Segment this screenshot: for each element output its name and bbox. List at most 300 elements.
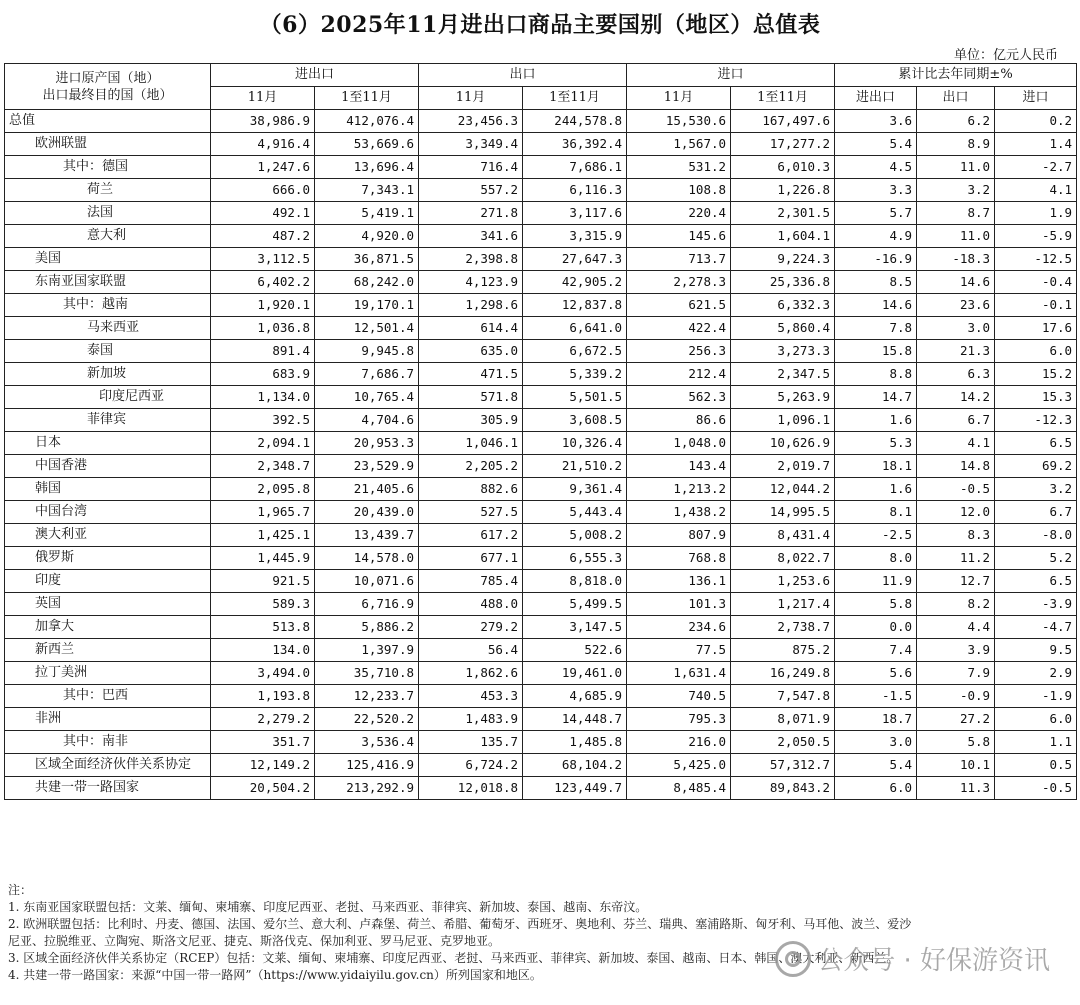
table-cell: 4,685.9 — [523, 685, 627, 708]
table-cell: 234.6 — [627, 616, 731, 639]
table-cell: 2,348.7 — [211, 455, 315, 478]
table-cell: 4.1 — [995, 179, 1077, 202]
table-cell: 8,485.4 — [627, 777, 731, 800]
table-cell: 12,233.7 — [315, 685, 419, 708]
table-cell: 14.7 — [835, 386, 917, 409]
table-cell: 3.3 — [835, 179, 917, 202]
table-row — [5, 616, 1077, 639]
table-cell: 492.1 — [211, 202, 315, 225]
table-row — [5, 363, 1077, 386]
note-line: 2. 欧洲联盟包括：比利时、丹麦、德国、法国、爱尔兰、意大利、卢森堡、荷兰、希腊、葡萄牙、西班牙、奥地利、芬兰、瑞典、塞浦路斯、匈牙利、马耳他、波兰、爱沙 — [8, 917, 912, 931]
table-cell: 8.3 — [917, 524, 995, 547]
table-cell: 8.8 — [835, 363, 917, 386]
table-cell: 4,916.4 — [211, 133, 315, 156]
table-cell: 145.6 — [627, 225, 731, 248]
table-cell: 213,292.9 — [315, 777, 419, 800]
table-cell: -0.1 — [995, 294, 1077, 317]
trade-table — [4, 63, 1077, 800]
table-cell: 392.5 — [211, 409, 315, 432]
table-cell: 6,716.9 — [315, 593, 419, 616]
table-cell: 5,425.0 — [627, 754, 731, 777]
table-cell: 10,765.4 — [315, 386, 419, 409]
table-cell: 12,044.2 — [731, 478, 835, 501]
table-cell: 621.5 — [627, 294, 731, 317]
row-label: 荷兰 — [5, 179, 211, 202]
table-cell: 77.5 — [627, 639, 731, 662]
table-cell: 716.4 — [419, 156, 523, 179]
table-cell: 875.2 — [731, 639, 835, 662]
table-cell: 9.5 — [995, 639, 1077, 662]
table-cell: 807.9 — [627, 524, 731, 547]
table-cell: 1,604.1 — [731, 225, 835, 248]
table-cell: 20,439.0 — [315, 501, 419, 524]
table-row — [5, 179, 1077, 202]
table-cell: 8,071.9 — [731, 708, 835, 731]
table-cell: 882.6 — [419, 478, 523, 501]
table-cell: 4,123.9 — [419, 271, 523, 294]
row-label: 加拿大 — [5, 616, 211, 639]
table-cell: 713.7 — [627, 248, 731, 271]
table-cell: 571.8 — [419, 386, 523, 409]
row-label: 其中：越南 — [5, 294, 211, 317]
sub-header: 11月 — [627, 87, 731, 110]
table-cell: 2.9 — [995, 662, 1077, 685]
sub-header: 进口 — [995, 87, 1077, 110]
table-cell: 15,530.6 — [627, 110, 731, 133]
table-cell: -0.5 — [995, 777, 1077, 800]
table-cell: 6.0 — [995, 708, 1077, 731]
table-cell: 2,050.5 — [731, 731, 835, 754]
row-label: 韩国 — [5, 478, 211, 501]
table-cell: 1,253.6 — [731, 570, 835, 593]
group-header-yoy: 累计比去年同期±% — [835, 64, 1077, 87]
row-label: 非洲 — [5, 708, 211, 731]
table-cell: 11.0 — [917, 156, 995, 179]
row-label: 马来西亚 — [5, 317, 211, 340]
table-cell: 19,461.0 — [523, 662, 627, 685]
table-cell: 341.6 — [419, 225, 523, 248]
table-cell: 6.5 — [995, 432, 1077, 455]
row-label: 印度 — [5, 570, 211, 593]
table-row — [5, 156, 1077, 179]
table-cell: 768.8 — [627, 547, 731, 570]
table-cell: 351.7 — [211, 731, 315, 754]
row-label: 欧洲联盟 — [5, 133, 211, 156]
table-cell: 5,860.4 — [731, 317, 835, 340]
table-cell: 101.3 — [627, 593, 731, 616]
row-label: 新加坡 — [5, 363, 211, 386]
table-cell: -4.7 — [995, 616, 1077, 639]
table-cell: 2,019.7 — [731, 455, 835, 478]
table-cell: 3,315.9 — [523, 225, 627, 248]
table-cell: 471.5 — [419, 363, 523, 386]
note-line: 1. 东南亚国家联盟包括：文莱、缅甸、柬埔寨、印度尼西亚、老挝、马来西亚、菲律宾、新加坡、泰国、越南、东帝汶。 — [8, 900, 648, 914]
table-cell: 2,278.3 — [627, 271, 731, 294]
table-cell: 16,249.8 — [731, 662, 835, 685]
row-label: 区域全面经济伙伴关系协定 — [5, 754, 211, 777]
table-cell: 18.1 — [835, 455, 917, 478]
table-cell: 68,242.0 — [315, 271, 419, 294]
table-cell: 7.4 — [835, 639, 917, 662]
table-cell: 89,843.2 — [731, 777, 835, 800]
table-cell: 921.5 — [211, 570, 315, 593]
table-cell: 3,608.5 — [523, 409, 627, 432]
table-cell: -5.9 — [995, 225, 1077, 248]
table-cell: 53,669.6 — [315, 133, 419, 156]
table-cell: 8.7 — [917, 202, 995, 225]
table-row — [5, 294, 1077, 317]
table-cell: 1,217.4 — [731, 593, 835, 616]
table-cell: -0.5 — [917, 478, 995, 501]
table-cell: -0.4 — [995, 271, 1077, 294]
table-cell: 1.9 — [995, 202, 1077, 225]
table-cell: 1,226.8 — [731, 179, 835, 202]
row-label: 东南亚国家联盟 — [5, 271, 211, 294]
watermark-text: 公众号 · 好保游资讯 — [817, 946, 1050, 976]
watermark — [775, 940, 1050, 977]
row-label: 意大利 — [5, 225, 211, 248]
table-cell: 557.2 — [419, 179, 523, 202]
page-title: （6）2025年11月进出口商品主要国别（地区）总值表 — [259, 12, 821, 38]
table-cell: 8.1 — [835, 501, 917, 524]
table-cell: 2,738.7 — [731, 616, 835, 639]
table-row — [5, 409, 1077, 432]
table-cell: 23,456.3 — [419, 110, 523, 133]
table-cell: 0.5 — [995, 754, 1077, 777]
table-cell: 216.0 — [627, 731, 731, 754]
table-cell: 9,224.3 — [731, 248, 835, 271]
table-cell: 0.2 — [995, 110, 1077, 133]
table-cell: 6,332.3 — [731, 294, 835, 317]
table-cell: 167,497.6 — [731, 110, 835, 133]
table-cell: 18.7 — [835, 708, 917, 731]
table-cell: 1,445.9 — [211, 547, 315, 570]
note-line: 尼亚、拉脱维亚、立陶宛、斯洛文尼亚、捷克、斯洛伐克、保加利亚、罗马尼亚、克罗地亚。 — [8, 934, 501, 948]
table-row — [5, 754, 1077, 777]
table-cell: 36,871.5 — [315, 248, 419, 271]
table-cell: 2,279.2 — [211, 708, 315, 731]
table-cell: 14,448.7 — [523, 708, 627, 731]
table-cell: 0.0 — [835, 616, 917, 639]
note-line: 3. 区域全面经济伙伴关系协定（RCEP）包括：文莱、缅甸、柬埔寨、印度尼西亚、老挝、马来西亚、菲律宾、新加坡、泰国、越南、日本、韩国、澳大利亚、新西兰。 — [8, 951, 899, 965]
table-cell: 3.2 — [995, 478, 1077, 501]
table-cell: 3.0 — [835, 731, 917, 754]
table-cell: 677.1 — [419, 547, 523, 570]
table-cell: 56.4 — [419, 639, 523, 662]
table-cell: 795.3 — [627, 708, 731, 731]
table-cell: 1,485.8 — [523, 731, 627, 754]
table-row — [5, 432, 1077, 455]
table-cell: 5,501.5 — [523, 386, 627, 409]
table-cell: 1,048.0 — [627, 432, 731, 455]
sub-header: 1至11月 — [315, 87, 419, 110]
table-row — [5, 777, 1077, 800]
row-label: 菲律宾 — [5, 409, 211, 432]
table-cell: 8.0 — [835, 547, 917, 570]
table-cell: 11.0 — [917, 225, 995, 248]
row-label: 泰国 — [5, 340, 211, 363]
table-cell: 6,010.3 — [731, 156, 835, 179]
table-cell: -3.9 — [995, 593, 1077, 616]
table-cell: 10,326.4 — [523, 432, 627, 455]
table-cell: 38,986.9 — [211, 110, 315, 133]
table-cell: 69.2 — [995, 455, 1077, 478]
table-cell: 1,046.1 — [419, 432, 523, 455]
table-cell: 1,298.6 — [419, 294, 523, 317]
table-cell: 42,905.2 — [523, 271, 627, 294]
table-cell: 212.4 — [627, 363, 731, 386]
table-cell: 4.5 — [835, 156, 917, 179]
table-cell: 19,170.1 — [315, 294, 419, 317]
table-cell: 11.9 — [835, 570, 917, 593]
table-cell: 123,449.7 — [523, 777, 627, 800]
table-cell: 134.0 — [211, 639, 315, 662]
table-cell: -1.9 — [995, 685, 1077, 708]
table-cell: 36,392.4 — [523, 133, 627, 156]
table-cell: 4.9 — [835, 225, 917, 248]
table-cell: 57,312.7 — [731, 754, 835, 777]
table-cell: 27,647.3 — [523, 248, 627, 271]
table-cell: 14.2 — [917, 386, 995, 409]
row-label: 其中：巴西 — [5, 685, 211, 708]
table-cell: 13,439.7 — [315, 524, 419, 547]
table-cell: 15.8 — [835, 340, 917, 363]
table-cell: 1,096.1 — [731, 409, 835, 432]
table-cell: 488.0 — [419, 593, 523, 616]
row-label: 澳大利亚 — [5, 524, 211, 547]
table-cell: 15.3 — [995, 386, 1077, 409]
group-header-export: 出口 — [419, 64, 627, 87]
table-cell: 12,018.8 — [419, 777, 523, 800]
table-cell: 3,117.6 — [523, 202, 627, 225]
table-cell: 143.4 — [627, 455, 731, 478]
table-cell: 5.4 — [835, 754, 917, 777]
table-cell: 8.5 — [835, 271, 917, 294]
table-cell: 1,483.9 — [419, 708, 523, 731]
table-cell: 7,547.8 — [731, 685, 835, 708]
table-row — [5, 731, 1077, 754]
unit-label: 单位：亿元人民币 — [953, 48, 1058, 63]
sub-header: 1至11月 — [523, 87, 627, 110]
table-cell: 8.9 — [917, 133, 995, 156]
table-cell: 3.2 — [917, 179, 995, 202]
table-row — [5, 524, 1077, 547]
table-row — [5, 202, 1077, 225]
row-label: 总值 — [5, 110, 211, 133]
table-cell: -8.0 — [995, 524, 1077, 547]
table-cell: 2,094.1 — [211, 432, 315, 455]
table-cell: 12,837.8 — [523, 294, 627, 317]
table-cell: 1.6 — [835, 478, 917, 501]
table-cell: 5,263.9 — [731, 386, 835, 409]
table-cell: 305.9 — [419, 409, 523, 432]
sub-header: 11月 — [419, 87, 523, 110]
table-cell: 785.4 — [419, 570, 523, 593]
table-cell: 1,920.1 — [211, 294, 315, 317]
table-cell: 108.8 — [627, 179, 731, 202]
table-cell: 5,886.2 — [315, 616, 419, 639]
table-row — [5, 317, 1077, 340]
table-cell: 8.2 — [917, 593, 995, 616]
table-cell: 6.3 — [917, 363, 995, 386]
table-cell: 1.1 — [995, 731, 1077, 754]
table-cell: 3.9 — [917, 639, 995, 662]
table-cell: 9,361.4 — [523, 478, 627, 501]
table-cell: 6.7 — [917, 409, 995, 432]
table-cell: 666.0 — [211, 179, 315, 202]
table-cell: 8,431.4 — [731, 524, 835, 547]
table-cell: 1,134.0 — [211, 386, 315, 409]
table-cell: 11.3 — [917, 777, 995, 800]
table-cell: 4.1 — [917, 432, 995, 455]
table-cell: 7,343.1 — [315, 179, 419, 202]
table-row — [5, 478, 1077, 501]
table-row — [5, 662, 1077, 685]
table-cell: 3,536.4 — [315, 731, 419, 754]
table-cell: 14.8 — [917, 455, 995, 478]
table-cell: 2,301.5 — [731, 202, 835, 225]
table-cell: 3.6 — [835, 110, 917, 133]
table-cell: 487.2 — [211, 225, 315, 248]
table-cell: -2.7 — [995, 156, 1077, 179]
table-cell: 1,425.1 — [211, 524, 315, 547]
table-cell: 14,578.0 — [315, 547, 419, 570]
table-cell: 1,397.9 — [315, 639, 419, 662]
table-row — [5, 248, 1077, 271]
table-cell: 8,818.0 — [523, 570, 627, 593]
table-cell: 23.6 — [917, 294, 995, 317]
table-cell: 10,071.6 — [315, 570, 419, 593]
table-cell: 23,529.9 — [315, 455, 419, 478]
table-cell: 68,104.2 — [523, 754, 627, 777]
table-cell: 10,626.9 — [731, 432, 835, 455]
table-cell: 5.8 — [917, 731, 995, 754]
wechat-account-icon — [775, 941, 811, 977]
table-cell: 9,945.8 — [315, 340, 419, 363]
table-cell: 4.4 — [917, 616, 995, 639]
table-cell: 5.3 — [835, 432, 917, 455]
table-cell: 6,672.5 — [523, 340, 627, 363]
row-label: 美国 — [5, 248, 211, 271]
table-cell: 15.2 — [995, 363, 1077, 386]
table-cell: 6.5 — [995, 570, 1077, 593]
table-cell: 522.6 — [523, 639, 627, 662]
row-label: 中国台湾 — [5, 501, 211, 524]
table-cell: 11.2 — [917, 547, 995, 570]
table-cell: 614.4 — [419, 317, 523, 340]
table-cell: -12.5 — [995, 248, 1077, 271]
table-cell: -18.3 — [917, 248, 995, 271]
table-cell: 279.2 — [419, 616, 523, 639]
table-cell: 6,641.0 — [523, 317, 627, 340]
table-cell: 3,147.5 — [523, 616, 627, 639]
table-cell: 220.4 — [627, 202, 731, 225]
table-row — [5, 639, 1077, 662]
table-cell: 1,862.6 — [419, 662, 523, 685]
table-cell: 531.2 — [627, 156, 731, 179]
table-cell: 635.0 — [419, 340, 523, 363]
row-label: 英国 — [5, 593, 211, 616]
table-cell: 6,724.2 — [419, 754, 523, 777]
table-cell: 5,339.2 — [523, 363, 627, 386]
note-line: 4. 共建一带一路国家：来源“中国一带一路网”（https://www.yidaiyilu.gov.cn）所列国家和地区。 — [8, 968, 542, 982]
table-cell: 6.0 — [995, 340, 1077, 363]
table-cell: 1,567.0 — [627, 133, 731, 156]
table-cell: 125,416.9 — [315, 754, 419, 777]
table-cell: 5,443.4 — [523, 501, 627, 524]
table-cell: 1,213.2 — [627, 478, 731, 501]
table-cell: 7,686.7 — [315, 363, 419, 386]
table-cell: 1,193.8 — [211, 685, 315, 708]
table-cell: 5.2 — [995, 547, 1077, 570]
table-cell: 2,398.8 — [419, 248, 523, 271]
row-label: 其中：德国 — [5, 156, 211, 179]
table-cell: 6,116.3 — [523, 179, 627, 202]
table-row — [5, 110, 1077, 133]
table-cell: 21,510.2 — [523, 455, 627, 478]
table-cell: 8,022.7 — [731, 547, 835, 570]
table-cell: 20,504.2 — [211, 777, 315, 800]
table-cell: 10.1 — [917, 754, 995, 777]
table-cell: 3,112.5 — [211, 248, 315, 271]
table-cell: 6.2 — [917, 110, 995, 133]
table-cell: -0.9 — [917, 685, 995, 708]
table-cell: 12,501.4 — [315, 317, 419, 340]
table-cell: 589.3 — [211, 593, 315, 616]
table-cell: 21.3 — [917, 340, 995, 363]
table-row — [5, 501, 1077, 524]
table-cell: 5.7 — [835, 202, 917, 225]
row-label: 法国 — [5, 202, 211, 225]
table-cell: 2,347.5 — [731, 363, 835, 386]
sub-header: 出口 — [917, 87, 995, 110]
table-cell: 20,953.3 — [315, 432, 419, 455]
table-cell: 513.8 — [211, 616, 315, 639]
table-cell: 13,696.4 — [315, 156, 419, 179]
row-label: 新西兰 — [5, 639, 211, 662]
table-cell: 6,555.3 — [523, 547, 627, 570]
table-row — [5, 547, 1077, 570]
table-cell: 1.6 — [835, 409, 917, 432]
group-header-import: 进口 — [627, 64, 835, 87]
table-cell: 422.4 — [627, 317, 731, 340]
table-row — [5, 340, 1077, 363]
row-label: 共建一带一路国家 — [5, 777, 211, 800]
table-row — [5, 133, 1077, 156]
table-cell: 1,036.8 — [211, 317, 315, 340]
row-label: 拉丁美洲 — [5, 662, 211, 685]
row-label: 俄罗斯 — [5, 547, 211, 570]
table-body — [5, 110, 1077, 800]
table-cell: 617.2 — [419, 524, 523, 547]
table-row — [5, 593, 1077, 616]
table-cell: 5,419.1 — [315, 202, 419, 225]
table-cell: 6.0 — [835, 777, 917, 800]
table-cell: 17.6 — [995, 317, 1077, 340]
table-cell: 256.3 — [627, 340, 731, 363]
table-cell: 5,499.5 — [523, 593, 627, 616]
table-cell: 12.0 — [917, 501, 995, 524]
table-cell: 3,273.3 — [731, 340, 835, 363]
table-cell: 86.6 — [627, 409, 731, 432]
table-cell: 1,631.4 — [627, 662, 731, 685]
table-cell: 6,402.2 — [211, 271, 315, 294]
table-row — [5, 455, 1077, 478]
table-cell: 5.6 — [835, 662, 917, 685]
table-cell: 5,008.2 — [523, 524, 627, 547]
table-cell: 14.6 — [835, 294, 917, 317]
table-cell: 4,704.6 — [315, 409, 419, 432]
